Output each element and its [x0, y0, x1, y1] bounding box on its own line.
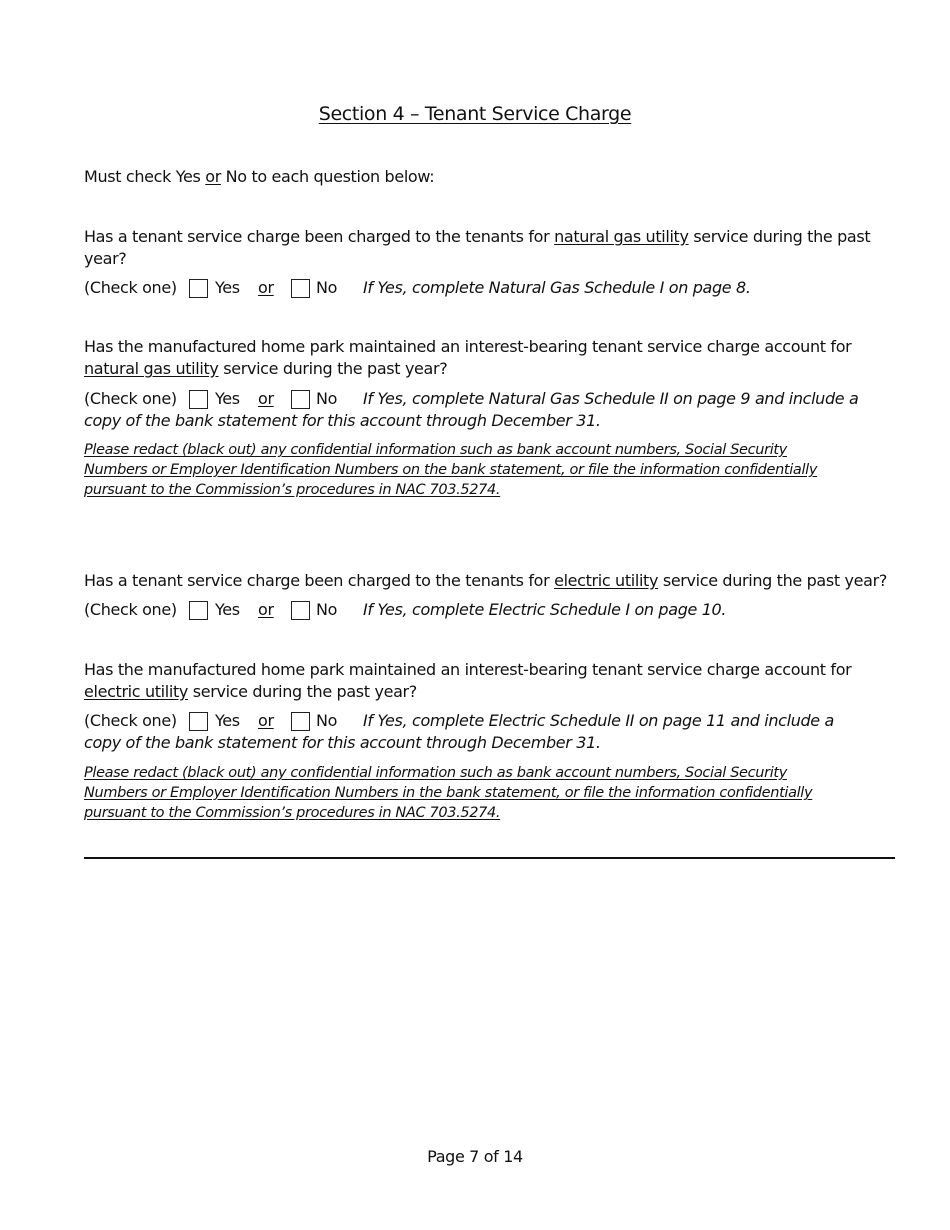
q3-utility-label: electric utility	[554, 571, 659, 590]
q1-if-yes-note: If Yes, complete Natural Gas Schedule I on page 8.	[363, 278, 751, 297]
q4-question: Has the manufactured home park maintained an interest-bearing tenant service charge account for electric utility service during the past year?	[84, 660, 852, 701]
check-one-label: (Check one)	[84, 711, 177, 730]
yes-label: Yes	[215, 389, 240, 408]
no-label: No	[316, 389, 338, 408]
no-label: No	[316, 711, 338, 730]
no-label: No	[316, 600, 338, 619]
q1-question: Has a tenant service charge been charged to the tenants for natural gas utility service during the past year?	[84, 227, 871, 268]
no-label: No	[316, 278, 338, 297]
q1-yes-checkbox[interactable]	[189, 279, 208, 298]
q2-redact-notice: Please redact (black out) any confidential information such as bank account numbers, Social Security Numbers or Employer Identification Numbers on the bank statement, or file the information confidentially pursuant to the Commission’s procedures in NAC 703.5274.	[84, 442, 818, 498]
q2-check-row	[84, 388, 884, 410]
check-one-label: (Check one)	[84, 278, 177, 297]
q4-if-yes-note-cont: copy of the bank statement for this account through December 31.	[84, 733, 601, 752]
q2-no-checkbox[interactable]	[291, 390, 310, 409]
q2-utility-label: natural gas utility	[84, 359, 219, 378]
q4-utility-label: electric utility	[84, 682, 189, 701]
page-number: Page 7 of 14	[427, 1147, 523, 1166]
q2-question: Has the manufactured home park maintained an interest-bearing tenant service charge account for natural gas utility service during the past year?	[84, 337, 852, 378]
q2-if-yes-note-cont: copy of the bank statement for this account through December 31.	[84, 411, 601, 430]
q3-question: Has a tenant service charge been charged to the tenants for electric utility service during the past year?	[84, 571, 887, 590]
q1-check-row	[84, 277, 884, 299]
q3-if-yes-note: If Yes, complete Electric Schedule I on page 10.	[363, 600, 727, 619]
q3-yes-checkbox[interactable]	[189, 601, 208, 620]
check-one-label: (Check one)	[84, 389, 177, 408]
q1-utility-label: natural gas utility	[554, 227, 689, 246]
q2-yes-checkbox[interactable]	[189, 390, 208, 409]
q4-redact-notice: Please redact (black out) any confidential information such as bank account numbers, Social Security Numbers or Employer Identification Numbers in the bank statement, or file the information confidentially pursuant to the Commission’s procedures in NAC 703.5274.	[84, 765, 813, 821]
q4-check-row	[84, 710, 884, 732]
q4-no-checkbox[interactable]	[291, 712, 310, 731]
or-label: or	[258, 389, 274, 408]
check-one-label: (Check one)	[84, 600, 177, 619]
yes-label: Yes	[215, 278, 240, 297]
q2-if-yes-note: If Yes, complete Natural Gas Schedule II on page 9 and include a	[363, 389, 859, 408]
q3-check-row	[84, 599, 884, 621]
instruction-text: Must check Yes or No to each question below:	[84, 167, 435, 186]
or-label: or	[258, 600, 274, 619]
yes-label: Yes	[215, 711, 240, 730]
yes-label: Yes	[215, 600, 240, 619]
q1-no-checkbox[interactable]	[291, 279, 310, 298]
or-label: or	[258, 278, 274, 297]
q4-if-yes-note: If Yes, complete Electric Schedule II on page 11 and include a	[363, 711, 834, 730]
or-label: or	[258, 711, 274, 730]
q3-no-checkbox[interactable]	[291, 601, 310, 620]
section-divider	[84, 857, 895, 859]
q4-yes-checkbox[interactable]	[189, 712, 208, 731]
section-title: Section 4 – Tenant Service Charge	[318, 103, 632, 125]
